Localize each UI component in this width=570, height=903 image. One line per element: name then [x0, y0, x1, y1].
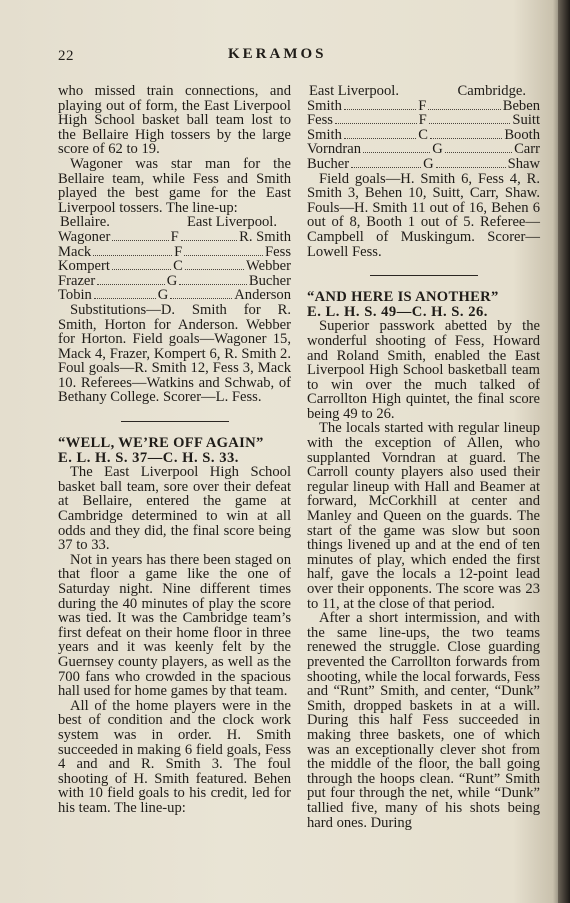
paragraph: Superior passwork abetted by the wonderful shooting of Fess, Howard and Roland Smith, enabled the East Liverpool High School basketball team to win over the much talked of Carrollton High quintet, the final score being 49 to 26.	[307, 318, 540, 422]
dot-leader	[428, 109, 500, 110]
game-summary: Field goals—H. Smith 6, Fess 4, R. Smith 3, Behen 10, Suitt, Carr, Shaw. Fouls—H. Smith 11 out of 16, Behen 6 out of 8, Booth 1 out of 5. Referee—Campbell of Muskingum. Scorer—Lowell Fess.	[307, 170, 540, 260]
running-title: KERAMOS	[228, 46, 327, 62]
dot-leader	[179, 284, 247, 285]
section-divider	[370, 275, 478, 276]
lineup-row	[58, 245, 291, 260]
dot-leader	[344, 138, 416, 139]
game-summary: Substitutions—D. Smith for R. Smith, Horton for Anderson. Webber for Horton. Field goals—Wagoner 15, Mack 4, Frazer, Kompert 6, R. Smith 2. Foul goals—R. Smith 12, Fess 3, Mack 10. Referees—Watkins and Schwab, of Bethany College. Scorer—L. Fess.	[58, 301, 291, 406]
dot-leader	[94, 298, 156, 299]
lineup-row	[58, 288, 291, 303]
player-name: Tobin	[58, 287, 92, 304]
position: F	[418, 97, 427, 114]
lineup-row	[307, 128, 540, 143]
player-name: Fess	[307, 112, 333, 129]
lineup-header	[58, 215, 291, 230]
player-name: Carr	[514, 141, 540, 158]
left-column	[58, 84, 291, 816]
lineup-header	[307, 84, 540, 99]
dot-leader	[429, 123, 511, 124]
team-name: Bellaire.	[60, 214, 110, 231]
lineup-row	[58, 274, 291, 289]
lineup-row	[58, 259, 291, 274]
lineup-table-cambridge	[307, 84, 540, 172]
player-name: Booth	[504, 126, 541, 143]
player-name: Webber	[246, 258, 292, 275]
dot-leader	[184, 255, 263, 256]
player-name: Bucher	[307, 155, 350, 172]
player-name: Bucher	[248, 272, 292, 289]
lineup-row	[307, 157, 540, 172]
lineup-row	[307, 142, 540, 157]
book-spine-shadow	[558, 0, 570, 903]
paragraph: All of the home players were in the best of condition and the clock work system was in order. H. Smith succeeded in making 6 field goals, Fess 4 and and R. Smith 3. The foul shooting of H. Smith featured. Behen with 10 field goals to his credit, led for his team. The line-up:	[58, 697, 291, 816]
dot-leader	[185, 269, 244, 270]
team-name: Cambridge.	[457, 83, 526, 99]
dot-leader	[363, 152, 430, 153]
article-title: “AND HERE IS ANOTHER”	[307, 289, 499, 306]
player-name: Kompert	[58, 258, 110, 275]
position: F	[174, 243, 183, 260]
dot-leader	[170, 298, 232, 299]
dot-leader	[344, 109, 416, 110]
team-name: East Liverpool.	[309, 83, 399, 99]
position: G	[423, 155, 434, 172]
position: C	[173, 258, 183, 275]
dot-leader	[335, 123, 417, 124]
position: G	[166, 272, 178, 289]
paragraph: Wagoner was star man for the Bellaire team, while Fess and Smith played the best game for the East Liverpool tossers. The line-up:	[58, 155, 291, 216]
player-name: R. Smith	[239, 228, 291, 245]
dot-leader	[93, 255, 172, 256]
player-name: Beben	[502, 97, 541, 114]
position: F	[170, 228, 179, 245]
player-name: Smith	[307, 97, 342, 114]
paragraph: After a short intermission, and with the same line-ups, the two teams renewed the struggle. Close guarding prevented the Carrollton forwards from shooting, while the local forwards, Fess and “Runt” Smith, and center, “Dunk” Smith, dropped baskets in at a will. During this half Fess succeeded in making three baskets, one of which was an exceptionally clever shot from the middle of the floor, the ball going through the hoops clean. “Runt” Smith put four through the net, while “Dunk” tallied five, many of his shots being hard ones. During	[307, 610, 540, 831]
player-name: Wagoner	[58, 228, 111, 245]
player-name: Mack	[58, 243, 92, 260]
player-name: Fess	[265, 243, 291, 260]
page-number: 22	[58, 48, 74, 64]
dot-leader	[445, 152, 512, 153]
lineup-row	[58, 230, 291, 245]
position: G	[157, 287, 169, 304]
player-name: Frazer	[58, 272, 96, 289]
right-column	[307, 84, 540, 830]
player-name: Anderson	[234, 287, 292, 304]
article-score: E. L. H. S. 37—C. H. S. 33.	[58, 449, 239, 466]
dot-leader	[430, 138, 502, 139]
dot-leader	[181, 240, 237, 241]
paragraph: Not in years has there been staged on that floor a game like the one of Saturday night. Nine different times during the 40 minutes of play the score was tied. It was the Cambridge team’s first defeat on their home floor in three years and it was keenly felt by the Guernsey county players, as well as the 700 fans who crowded in the spacious hall used for home games by that team.	[58, 551, 291, 700]
dot-leader	[112, 269, 171, 270]
lineup-row	[307, 113, 540, 128]
article-score: E. L. H. S. 49—C. H. S. 26.	[307, 303, 488, 320]
player-name: Vorndran	[307, 141, 362, 158]
section-divider	[121, 421, 229, 422]
position: F	[418, 112, 427, 129]
lineup-table-bellaire	[58, 215, 291, 303]
dot-leader	[112, 240, 168, 241]
paragraph: The East Liverpool High School basket ball team, sore over their defeat at Bellaire, entered the game at Cambridge determined to win at all odds and they did, the final score being 37 to 33.	[58, 464, 291, 554]
dot-leader	[351, 167, 421, 168]
intro-paragraph: who missed train connections, and playing out of form, the East Liverpool High School basket ball team lost to the Bellaire High tossers by the large score of 62 to 19.	[58, 83, 291, 158]
lineup-row	[307, 99, 540, 114]
player-name: Shaw	[507, 155, 541, 172]
position: G	[432, 141, 443, 158]
player-name: Suitt	[512, 112, 540, 129]
dot-leader	[436, 167, 506, 168]
dot-leader	[97, 284, 165, 285]
article-title: “WELL, WE’RE OFF AGAIN”	[58, 435, 264, 452]
paragraph: The locals started with regular lineup with the exception of Allen, who supplanted Vorndran at guard. The Carroll county players also used their regular lineup with Hall and Beamer at forward, McCorkhill at center and Manley and Queen on the guards. The start of the game was slow but soon things livened up and at the end of ten minutes of play, which ended the first half, gave the locals a 12-point lead over their opponents. The score was 23 to 11, at the close of that period.	[307, 420, 540, 612]
team-name: East Liverpool.	[187, 214, 277, 231]
player-name: Smith	[307, 126, 342, 143]
position: C	[418, 126, 428, 143]
